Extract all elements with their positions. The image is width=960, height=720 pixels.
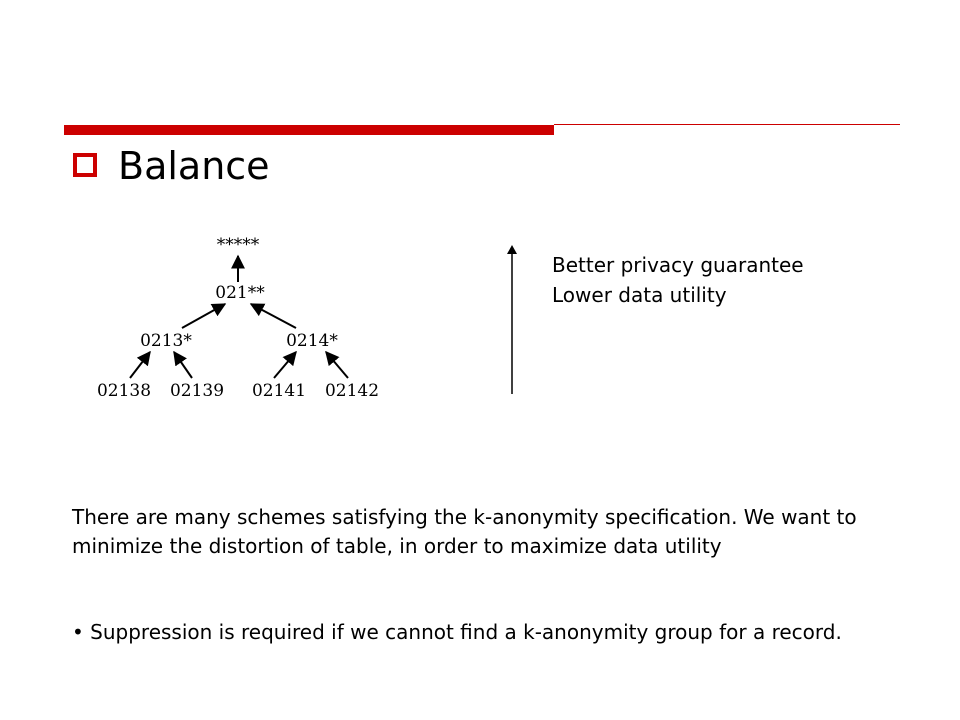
node-leaf-2: 02139 [169,381,225,401]
edge-level2a-level1 [182,304,225,328]
edge-leaf1-level2a [130,352,150,378]
node-leaf-4: 02142 [324,381,380,401]
title-rule-thin [554,124,900,125]
node-level2-b: 0214* [286,331,338,351]
arrow-label-privacy: Better privacy guarantee [552,253,804,277]
node-level1: 021** [215,283,265,303]
edge-leaf4-level2b [326,352,348,378]
edge-leaf2-level2a [174,352,192,378]
slide-title: Balance [118,144,270,188]
title-rule-thick [64,125,554,135]
node-leaf-1: 02138 [96,381,152,401]
node-leaf-3: 02141 [251,381,307,401]
node-root: ***** [216,235,260,255]
node-level2-a: 0213* [140,331,192,351]
hollow-square-icon [73,153,97,177]
up-arrow-icon [500,244,524,396]
arrow-label-utility: Lower data utility [552,283,727,307]
edge-level2b-level1 [251,304,296,328]
edge-leaf3-level2b [274,352,296,378]
body-paragraph-2: • Suppression is required if we cannot find a k-anonymity group for a record. [72,620,842,644]
body-paragraph-1: There are many schemes satisfying the k-anonymity specification. We want to minimize the distortion of table, in order to maximize data utility [72,505,857,558]
generalization-hierarchy-diagram [90,228,390,408]
